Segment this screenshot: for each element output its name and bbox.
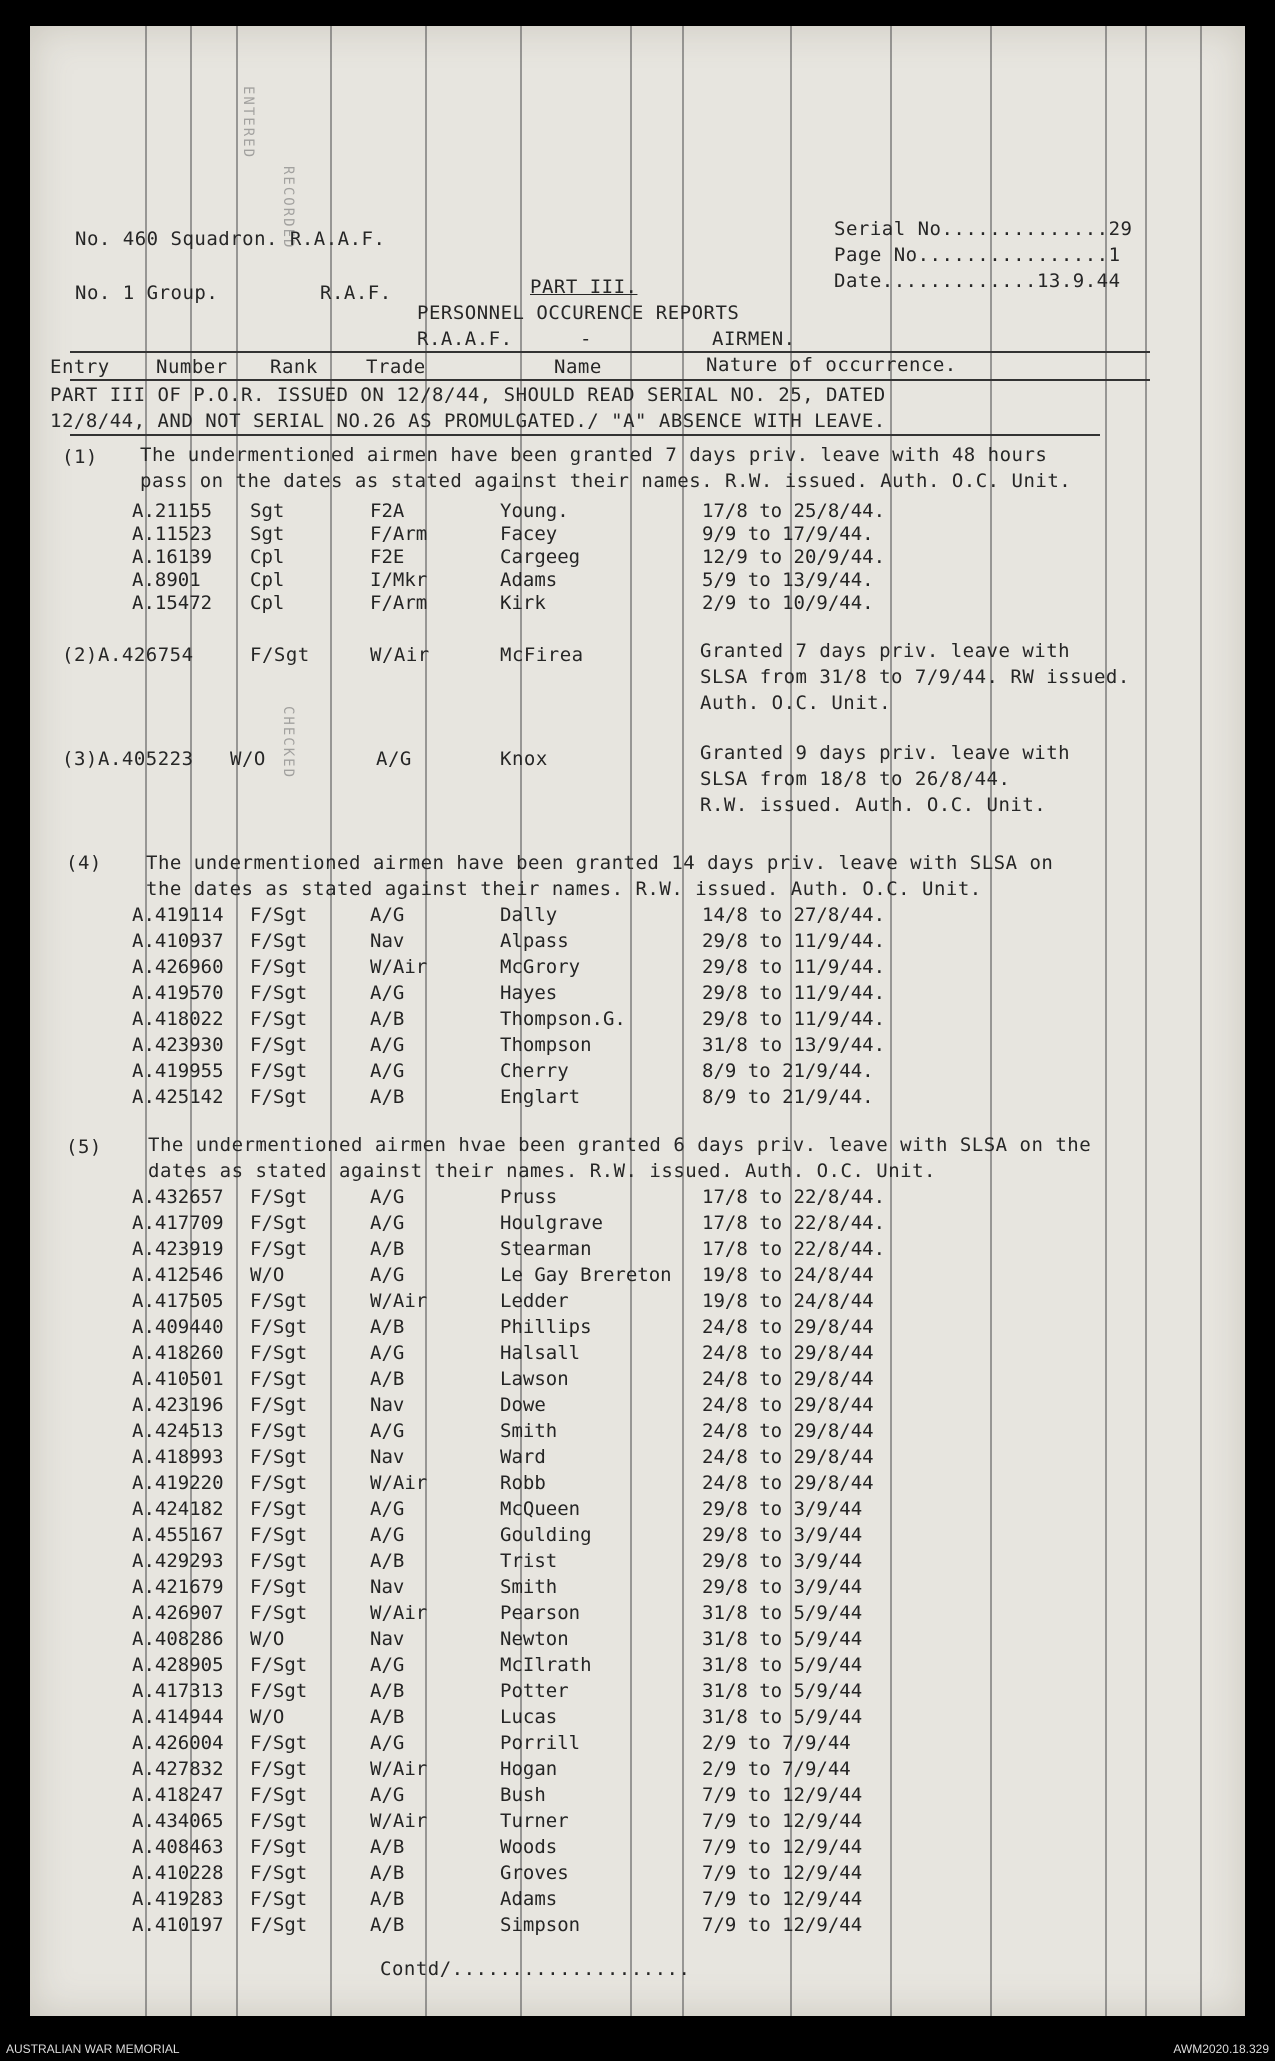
- row-number: A.417709: [132, 1212, 224, 1234]
- row-name: Houlgrave: [500, 1212, 603, 1234]
- row-trade: A/B: [370, 1368, 405, 1390]
- section-2-note-1: Granted 7 days priv. leave with: [700, 640, 1071, 662]
- row-trade: A/G: [370, 1060, 405, 1082]
- row-number: A.429293: [132, 1550, 224, 1572]
- row-number: A.426960: [132, 956, 224, 978]
- row-trade: W/Air: [370, 1602, 428, 1624]
- table-row: [30, 1238, 1245, 1264]
- row-number: A.419114: [132, 904, 224, 926]
- section-2-note-2: SLSA from 31/8 to 7/9/44. RW issued.: [700, 666, 1130, 688]
- row-rank: F/Sgt: [250, 1394, 308, 1416]
- row-trade: A/G: [370, 1264, 405, 1286]
- row-trade: A/B: [370, 1316, 405, 1338]
- table-row: [30, 1446, 1245, 1472]
- row-trade: A/B: [370, 1862, 405, 1884]
- row-name: Englart: [500, 1086, 581, 1108]
- row-dates: 7/9 to 12/9/44: [702, 1810, 863, 1832]
- row-rank: F/Sgt: [250, 1524, 308, 1546]
- row-name: McQueen: [500, 1498, 581, 1520]
- row-name: Trist: [500, 1550, 558, 1572]
- section-2-label: (2): [62, 644, 98, 666]
- section-2-number: A.426754: [98, 644, 194, 666]
- row-dates: 2/9 to 7/9/44: [702, 1758, 851, 1780]
- table-row: [30, 1290, 1245, 1316]
- amendment-line-1: PART III OF P.O.R. ISSUED ON 12/8/44, SHOULD READ SERIAL NO. 25, DATED: [50, 384, 886, 406]
- row-name: Cherry: [500, 1060, 569, 1082]
- row-trade: A/B: [370, 1550, 405, 1572]
- row-trade: A/G: [370, 1654, 405, 1676]
- row-rank: F/Sgt: [250, 1680, 308, 1702]
- row-trade: A/B: [370, 1238, 405, 1260]
- row-number: A.412546: [132, 1264, 224, 1286]
- row-dates: 7/9 to 12/9/44: [702, 1862, 863, 1884]
- row-rank: F/Sgt: [250, 1290, 308, 1312]
- dash: -: [580, 328, 592, 350]
- row-trade: A/G: [370, 1212, 405, 1234]
- section-3-label: (3): [62, 748, 98, 770]
- row-dates: 7/9 to 12/9/44: [702, 1914, 863, 1936]
- section-3-note-2: SLSA from 18/8 to 26/8/44.: [700, 768, 1011, 790]
- row-trade: A/B: [370, 1836, 405, 1858]
- row-number: A.414944: [132, 1706, 224, 1728]
- row-trade: A/G: [370, 1034, 405, 1056]
- row-number: A.410228: [132, 1862, 224, 1884]
- row-rank: F/Sgt: [250, 1316, 308, 1338]
- row-dates: 24/8 to 29/8/44: [702, 1446, 874, 1468]
- row-dates: 12/9 to 20/9/44.: [702, 546, 886, 568]
- row-trade: W/Air: [370, 956, 428, 978]
- row-rank: F/Sgt: [250, 1550, 308, 1572]
- row-dates: 7/9 to 12/9/44: [702, 1888, 863, 1910]
- row-trade: A/B: [370, 1086, 405, 1108]
- row-name: Adams: [500, 569, 558, 591]
- row-rank: F/Sgt: [250, 1602, 308, 1624]
- row-dates: 17/8 to 22/8/44.: [702, 1238, 886, 1260]
- row-trade: F/Arm: [370, 592, 428, 614]
- row-name: Ward: [500, 1446, 546, 1468]
- table-row: [30, 1212, 1245, 1238]
- row-trade: A/G: [370, 1732, 405, 1754]
- row-dates: 29/8 to 3/9/44: [702, 1498, 863, 1520]
- table-row: [30, 1342, 1245, 1368]
- group-name: No. 1 Group.: [75, 282, 219, 304]
- section-2-note-3: Auth. O.C. Unit.: [700, 692, 892, 714]
- row-number: A.419220: [132, 1472, 224, 1494]
- row-name: Pearson: [500, 1602, 581, 1624]
- col-entry: Entry: [50, 356, 110, 378]
- row-trade: A/G: [370, 1498, 405, 1520]
- row-rank: W/O: [250, 1628, 285, 1650]
- row-dates: 17/8 to 22/8/44.: [702, 1212, 886, 1234]
- row-dates: 31/8 to 13/9/44.: [702, 1034, 886, 1056]
- row-dates: 31/8 to 5/9/44: [702, 1706, 863, 1728]
- row-number: A.11523: [132, 523, 213, 545]
- row-number: A.21155: [132, 500, 213, 522]
- row-trade: A/B: [370, 1888, 405, 1910]
- row-trade: F2E: [370, 546, 405, 568]
- row-name: Young.: [500, 500, 569, 522]
- row-name: Thompson: [500, 1034, 592, 1056]
- table-row: [30, 1034, 1245, 1060]
- table-row: [30, 1654, 1245, 1680]
- table-row: [30, 1758, 1245, 1784]
- section-1-label: (1): [62, 446, 98, 468]
- row-dates: 31/8 to 5/9/44: [702, 1654, 863, 1676]
- row-name: Kirk: [500, 592, 546, 614]
- row-rank: F/Sgt: [250, 1732, 308, 1754]
- row-number: A.424513: [132, 1420, 224, 1442]
- row-name: Alpass: [500, 930, 569, 952]
- document-page: ENTERED RECORDED CHECKED No. 460 Squadron. R.A.A.F. Serial No..............29 Page No................1 Date.............13.9.44 No. 1 Group. R.A.F. PART III. PERSONNEL OCCURENCE REPORTS R.A.A.F. - AIRMEN. Entry Number Rank Trade Name Nature of occurrence. PART III OF P.O.R. ISSUED ON 12/8/44, SHOULD READ SERIAL NO. 25, DATED 12/8/44, AND NOT SERIAL NO.26 AS PROMULGATED./ "A" ABSENCE WITH LEAVE. (1) The undermentioned airmen have been granted 7 days priv. leave with 48 hours pass on the dates as stated against their names. R.W. issued. Auth. O.C. Unit. A.21155 Sgt F2A Young. 17/8 to 25/8/44. A.11523 Sgt F/Arm Facey 9/9 to 17/9/44. A.16139 Cpl F2E Cargeeg 12/9 to 20/9/44. A.8901 Cpl I/Mkr Adams 5/9 to 13/9/44. A.15472 Cpl F/Arm Kirk 2/9 to 10/9/44. (2) A.426754 F/Sgt W/Air McFirea Granted 7 days priv. leave with SLSA from 31/8 to 7/9/44. RW issued. Auth. O.C. Unit. (3) A.405223 W/O A/G Knox Granted 9 days priv. leave with SLSA from 18/8 to 26/8/44. R.W. issued. Auth. O.C. Unit. (4) The undermentioned airmen have been granted 14 days priv. leave with SLSA on the dates as stated against their names. R.W. issued. Auth. O.C. Unit. A.419114 F/Sgt A/G Dally 14/8 to 27/8/44. A.410937 F/Sgt Nav Alpass 29/8 to 11/9/44. A.426960 F/Sgt W/Air McGrory 29/8 to 11/9/44. A.419570 F/Sgt A/G Hayes 29/8 to 11/9/44. A.418022 F/Sgt A/B Thompson.G. 29/8 to 11/9/44. A.423930 F/Sgt A/G Thompson 31/8 to 13/9/44. A.419955 F/Sgt A/G Cherry 8/9 to 21/9/44. A.425142 F/Sgt A/B Englart 8/9 to 21/9/44. (5) The undermentioned airmen hvae been granted 6 days priv. leave with SLSA on the dates as stated against their names. R.W. issued. Auth. O.C. Unit. A.432657 F/Sgt A/G Pruss 17/8 to 22/8/44. A.417709 F/Sgt A/G Houlgrave 17/8 to 22/8/44. A.423919 F/Sgt A/B Stearman 17/8 to 22/8/44. A.412546 W/O A/G Le Gay Brereton 19/8 to 24/8/44 A.417505 F/Sgt W/Air Ledder 19/8 to 24/8/44 A.409440 F/Sgt A/B Phillips 24/8 to 29/8/44 A.418260 F/Sgt A/G Halsall 24/8 to 29/8/44 A.410501 F/Sgt A/B Lawson 24/8 to 29/8/44 A.423196 F/Sgt Nav Dowe 24/8 to 29/8/44 A.424513 F/Sgt A/G Smith 24/8 to 29/8/44 A.418993 F/Sgt Nav Ward 24/8 to 29/8/44 A.419220 F/Sgt W/Air Robb 24/8 to 29/8/44 A.424182 F/Sgt A/G McQueen 29/8 to 3/9/44 A.455167 F/Sgt A/G Goulding 29/8 to 3/9/44 A.429293 F/Sgt A/B Trist 29/8 to 3/9/44 A.421679 F/Sgt Nav Smith 29/8 to 3/9/44 A.426907 F/Sgt W/Air Pearson 31/8 to 5/9/44 A.408286 W/O Nav Newton 31/8 to 5/9/44 A.428905 F/Sgt A/G McIlrath 31/8 to 5/9/44 A.417313 F/Sgt A/B Potter 31/8 to 5/9/44 A.414944 W/O A/B Lucas 31/8 to 5/9/44 A.426004 F/Sgt A/G Porrill 2/9 to 7/9/44 A.427832 F/Sgt W/Air Hogan 2/9 to 7/9/44 A.418247 F/Sgt A/G Bush 7/9 to 12/9/44 A.434065 F/Sgt W/Air Turner 7/9 to 12/9/44 A.408463 F/Sgt A/B Woods 7/9 to 12/9/44 A.410228 F/Sgt A/B Groves 7/9 to 12/9/44 A.419283 F/Sgt A/B Adams 7/9 to 12/9/44 A.410197 F/Sgt A/B Simpson 7/9 to 12/9/44 Contd/....................: [30, 26, 1245, 2016]
- row-dates: 17/8 to 22/8/44.: [702, 1186, 886, 1208]
- row-name: Potter: [500, 1680, 569, 1702]
- row-number: A.410197: [132, 1914, 224, 1936]
- row-rank: F/Sgt: [250, 1810, 308, 1832]
- row-rank: F/Sgt: [250, 1034, 308, 1056]
- table-row: [30, 1008, 1245, 1034]
- row-name: Lawson: [500, 1368, 569, 1390]
- col-trade: Trade: [366, 356, 426, 378]
- row-trade: W/Air: [370, 1290, 428, 1312]
- section-4-line-1: The undermentioned airmen have been granted 14 days priv. leave with SLSA on: [146, 852, 1054, 874]
- row-trade: Nav: [370, 1394, 405, 1416]
- row-number: A.419570: [132, 982, 224, 1004]
- report-title: PERSONNEL OCCURENCE REPORTS: [417, 302, 740, 324]
- row-dates: 2/9 to 10/9/44.: [702, 592, 874, 614]
- row-number: A.410937: [132, 930, 224, 952]
- table-row: [30, 1888, 1245, 1914]
- section-3-note-3: R.W. issued. Auth. O.C. Unit.: [700, 794, 1047, 816]
- row-dates: 24/8 to 29/8/44: [702, 1368, 874, 1390]
- row-number: A.421679: [132, 1576, 224, 1598]
- section-2-rank: F/Sgt: [250, 644, 310, 666]
- row-number: A.410501: [132, 1368, 224, 1390]
- row-dates: 7/9 to 12/9/44: [702, 1784, 863, 1806]
- row-name: Halsall: [500, 1342, 581, 1364]
- row-dates: 29/8 to 3/9/44: [702, 1576, 863, 1598]
- row-trade: I/Mkr: [370, 569, 428, 591]
- row-dates: 29/8 to 11/9/44.: [702, 982, 886, 1004]
- col-name: Name: [554, 356, 602, 378]
- row-dates: 5/9 to 13/9/44.: [702, 569, 874, 591]
- table-row: [30, 1060, 1245, 1086]
- report-date: Date.............13.9.44: [834, 270, 1121, 292]
- unit-name: No. 460 Squadron. R.A.A.F.: [75, 228, 386, 250]
- row-trade: W/Air: [370, 1810, 428, 1832]
- row-name: Stearman: [500, 1238, 592, 1260]
- row-number: A.432657: [132, 1186, 224, 1208]
- part-title: PART III.: [530, 276, 638, 298]
- row-dates: 24/8 to 29/8/44: [702, 1420, 874, 1442]
- row-rank: F/Sgt: [250, 1212, 308, 1234]
- section-3-note-1: Granted 9 days priv. leave with: [700, 742, 1071, 764]
- row-dates: 29/8 to 11/9/44.: [702, 956, 886, 978]
- row-name: Cargeeg: [500, 546, 581, 568]
- row-dates: 8/9 to 21/9/44.: [702, 1086, 874, 1108]
- row-trade: W/Air: [370, 1758, 428, 1780]
- section-3-name: Knox: [500, 748, 548, 770]
- table-row: [30, 1316, 1245, 1342]
- row-name: Bush: [500, 1784, 546, 1806]
- row-name: Le Gay Brereton: [500, 1264, 672, 1286]
- table-row: [30, 1862, 1245, 1888]
- table-row: [30, 1914, 1245, 1940]
- row-trade: A/G: [370, 1784, 405, 1806]
- row-number: A.427832: [132, 1758, 224, 1780]
- row-dates: 14/8 to 27/8/44.: [702, 904, 886, 926]
- row-dates: 9/9 to 17/9/44.: [702, 523, 874, 545]
- row-dates: 19/8 to 24/8/44: [702, 1264, 874, 1286]
- row-rank: Sgt: [250, 523, 285, 545]
- section-3-number: A.405223: [98, 748, 194, 770]
- col-number: Number: [156, 356, 228, 378]
- section-1-line-1: The undermentioned airmen have been granted 7 days priv. leave with 48 hours: [140, 444, 1048, 466]
- section-2-trade: W/Air: [370, 644, 430, 666]
- row-number: A.418247: [132, 1784, 224, 1806]
- row-trade: Nav: [370, 1628, 405, 1650]
- table-row: [30, 982, 1245, 1008]
- table-row: [30, 1628, 1245, 1654]
- table-row: [30, 1706, 1245, 1732]
- row-rank: F/Sgt: [250, 1576, 308, 1598]
- row-dates: 24/8 to 29/8/44: [702, 1316, 874, 1338]
- row-number: A.423919: [132, 1238, 224, 1260]
- row-dates: 29/8 to 3/9/44: [702, 1524, 863, 1546]
- row-name: Facey: [500, 523, 558, 545]
- section-2-name: McFirea: [500, 644, 584, 666]
- row-number: A.408286: [132, 1628, 224, 1650]
- row-rank: F/Sgt: [250, 930, 308, 952]
- row-dates: 24/8 to 29/8/44: [702, 1342, 874, 1364]
- table-row: [30, 1368, 1245, 1394]
- row-rank: F/Sgt: [250, 956, 308, 978]
- page-number: Page No................1: [834, 244, 1121, 266]
- row-dates: 29/8 to 11/9/44.: [702, 930, 886, 952]
- table-row: [30, 1420, 1245, 1446]
- row-dates: 17/8 to 25/8/44.: [702, 500, 886, 522]
- row-number: A.15472: [132, 592, 213, 614]
- section-4-label: (4): [66, 852, 102, 874]
- row-trade: A/G: [370, 904, 405, 926]
- row-name: Porrill: [500, 1732, 581, 1754]
- table-row: [30, 1602, 1245, 1628]
- row-dates: 7/9 to 12/9/44: [702, 1836, 863, 1858]
- row-dates: 31/8 to 5/9/44: [702, 1602, 863, 1624]
- row-trade: W/Air: [370, 1472, 428, 1494]
- row-rank: F/Sgt: [250, 1498, 308, 1520]
- col-rank: Rank: [270, 356, 318, 378]
- footer-left: AUSTRALIAN WAR MEMORIAL: [6, 2042, 180, 2056]
- row-rank: Cpl: [250, 546, 285, 568]
- row-rank: F/Sgt: [250, 1238, 308, 1260]
- airmen-label: AIRMEN.: [712, 328, 796, 350]
- continued-note: Contd/....................: [380, 1958, 691, 1980]
- row-rank: F/Sgt: [250, 1888, 308, 1910]
- row-dates: 29/8 to 3/9/44: [702, 1550, 863, 1572]
- row-dates: 31/8 to 5/9/44: [702, 1680, 863, 1702]
- row-rank: F/Sgt: [250, 1862, 308, 1884]
- row-dates: 31/8 to 5/9/44: [702, 1628, 863, 1650]
- row-number: A.428905: [132, 1654, 224, 1676]
- row-rank: Cpl: [250, 592, 285, 614]
- table-row: [30, 1810, 1245, 1836]
- row-name: Simpson: [500, 1914, 581, 1936]
- row-rank: F/Sgt: [250, 1186, 308, 1208]
- row-rank: W/O: [250, 1706, 285, 1728]
- row-rank: F/Sgt: [250, 1086, 308, 1108]
- row-trade: A/B: [370, 1680, 405, 1702]
- table-row: [30, 1680, 1245, 1706]
- section-5-line-1: The undermentioned airmen hvae been granted 6 days priv. leave with SLSA on the: [148, 1134, 1092, 1156]
- row-dates: 19/8 to 24/8/44: [702, 1290, 874, 1312]
- row-number: A.423930: [132, 1034, 224, 1056]
- row-number: A.8901: [132, 569, 201, 591]
- row-dates: 24/8 to 29/8/44: [702, 1394, 874, 1416]
- row-rank: F/Sgt: [250, 1472, 308, 1494]
- row-number: A.419955: [132, 1060, 224, 1082]
- row-trade: Nav: [370, 1576, 405, 1598]
- row-dates: 2/9 to 7/9/44: [702, 1732, 851, 1754]
- row-name: Adams: [500, 1888, 558, 1910]
- row-name: Ledder: [500, 1290, 569, 1312]
- table-row: [30, 1836, 1245, 1862]
- table-row: [30, 930, 1245, 956]
- row-trade: A/G: [370, 1524, 405, 1546]
- row-trade: A/B: [370, 1008, 405, 1030]
- row-number: A.426907: [132, 1602, 224, 1624]
- row-rank: Cpl: [250, 569, 285, 591]
- row-name: Pruss: [500, 1186, 558, 1208]
- row-trade: A/B: [370, 1914, 405, 1936]
- section-3-trade: A/G: [376, 748, 412, 770]
- row-rank: W/O: [250, 1264, 285, 1286]
- row-number: A.409440: [132, 1316, 224, 1338]
- row-trade: A/G: [370, 1420, 405, 1442]
- row-rank: F/Sgt: [250, 904, 308, 926]
- row-rank: F/Sgt: [250, 1008, 308, 1030]
- row-name: Robb: [500, 1472, 546, 1494]
- row-number: A.418993: [132, 1446, 224, 1468]
- row-trade: Nav: [370, 930, 405, 952]
- table-row: [30, 1394, 1245, 1420]
- amendment-line-2: 12/8/44, AND NOT SERIAL NO.26 AS PROMULGATED./ "A" ABSENCE WITH LEAVE.: [50, 410, 886, 432]
- row-number: A.423196: [132, 1394, 224, 1416]
- row-name: Newton: [500, 1628, 569, 1650]
- row-number: A.417505: [132, 1290, 224, 1312]
- row-name: Lucas: [500, 1706, 558, 1728]
- row-rank: F/Sgt: [250, 982, 308, 1004]
- row-number: A.408463: [132, 1836, 224, 1858]
- row-rank: F/Sgt: [250, 1784, 308, 1806]
- raaf-label: R.A.A.F.: [417, 328, 513, 350]
- section-1-line-2: pass on the dates as stated against their names. R.W. issued. Auth. O.C. Unit.: [140, 470, 1072, 492]
- row-number: A.424182: [132, 1498, 224, 1520]
- table-row: [30, 1472, 1245, 1498]
- table-row: [30, 1186, 1245, 1212]
- row-name: Thompson.G.: [500, 1008, 626, 1030]
- row-number: A.434065: [132, 1810, 224, 1832]
- row-name: Dowe: [500, 1394, 546, 1416]
- row-number: A.426004: [132, 1732, 224, 1754]
- row-rank: F/Sgt: [250, 1060, 308, 1082]
- row-name: Smith: [500, 1420, 558, 1442]
- row-name: Dally: [500, 904, 558, 926]
- table-row: [30, 904, 1245, 930]
- row-trade: A/G: [370, 1186, 405, 1208]
- section-4-line-2: the dates as stated against their names. R.W. issued. Auth. O.C. Unit.: [146, 878, 982, 900]
- row-number: A.16139: [132, 546, 213, 568]
- row-trade: F2A: [370, 500, 405, 522]
- row-name: Goulding: [500, 1524, 592, 1546]
- row-name: Smith: [500, 1576, 558, 1598]
- row-dates: 29/8 to 11/9/44.: [702, 1008, 886, 1030]
- table-row: [30, 1576, 1245, 1602]
- table-row: [30, 1264, 1245, 1290]
- row-number: A.418022: [132, 1008, 224, 1030]
- row-rank: F/Sgt: [250, 1758, 308, 1780]
- row-name: McIlrath: [500, 1654, 592, 1676]
- serial-number: Serial No..............29: [834, 218, 1133, 240]
- row-rank: F/Sgt: [250, 1420, 308, 1442]
- table-row: [30, 1784, 1245, 1810]
- row-name: Woods: [500, 1836, 558, 1858]
- row-rank: F/Sgt: [250, 1836, 308, 1858]
- col-nature: Nature of occurrence.: [706, 354, 957, 376]
- footer: [0, 2038, 1275, 2061]
- table-row: [30, 592, 1245, 618]
- row-name: Phillips: [500, 1316, 592, 1338]
- row-number: A.419283: [132, 1888, 224, 1910]
- row-name: Turner: [500, 1810, 569, 1832]
- table-row: [30, 956, 1245, 982]
- row-name: McGrory: [500, 956, 581, 978]
- row-number: A.455167: [132, 1524, 224, 1546]
- row-rank: F/Sgt: [250, 1654, 308, 1676]
- table-row: [30, 1086, 1245, 1112]
- row-trade: A/B: [370, 1706, 405, 1728]
- row-number: A.417313: [132, 1680, 224, 1702]
- row-rank: Sgt: [250, 500, 285, 522]
- row-rank: F/Sgt: [250, 1342, 308, 1364]
- table-row: [30, 1550, 1245, 1576]
- table-row: [30, 1732, 1245, 1758]
- row-name: Hayes: [500, 982, 558, 1004]
- section-5-label: (5): [66, 1136, 102, 1158]
- section-3-rank: W/O: [230, 748, 266, 770]
- row-dates: 24/8 to 29/8/44: [702, 1472, 874, 1494]
- row-name: Groves: [500, 1862, 569, 1884]
- section-5-line-2: dates as stated against their names. R.W. issued. Auth. O.C. Unit.: [148, 1160, 936, 1182]
- row-rank: F/Sgt: [250, 1368, 308, 1390]
- row-trade: A/G: [370, 1342, 405, 1364]
- table-row: [30, 1524, 1245, 1550]
- table-row: [30, 1498, 1245, 1524]
- raf-label: R.A.F.: [320, 282, 392, 304]
- row-trade: A/G: [370, 982, 405, 1004]
- row-number: A.418260: [132, 1342, 224, 1364]
- footer-right: AWM2020.18.329: [1173, 2042, 1269, 2056]
- row-number: A.425142: [132, 1086, 224, 1108]
- row-rank: F/Sgt: [250, 1446, 308, 1468]
- row-name: Hogan: [500, 1758, 558, 1780]
- row-dates: 8/9 to 21/9/44.: [702, 1060, 874, 1082]
- row-trade: Nav: [370, 1446, 405, 1468]
- row-trade: F/Arm: [370, 523, 428, 545]
- row-rank: F/Sgt: [250, 1914, 308, 1936]
